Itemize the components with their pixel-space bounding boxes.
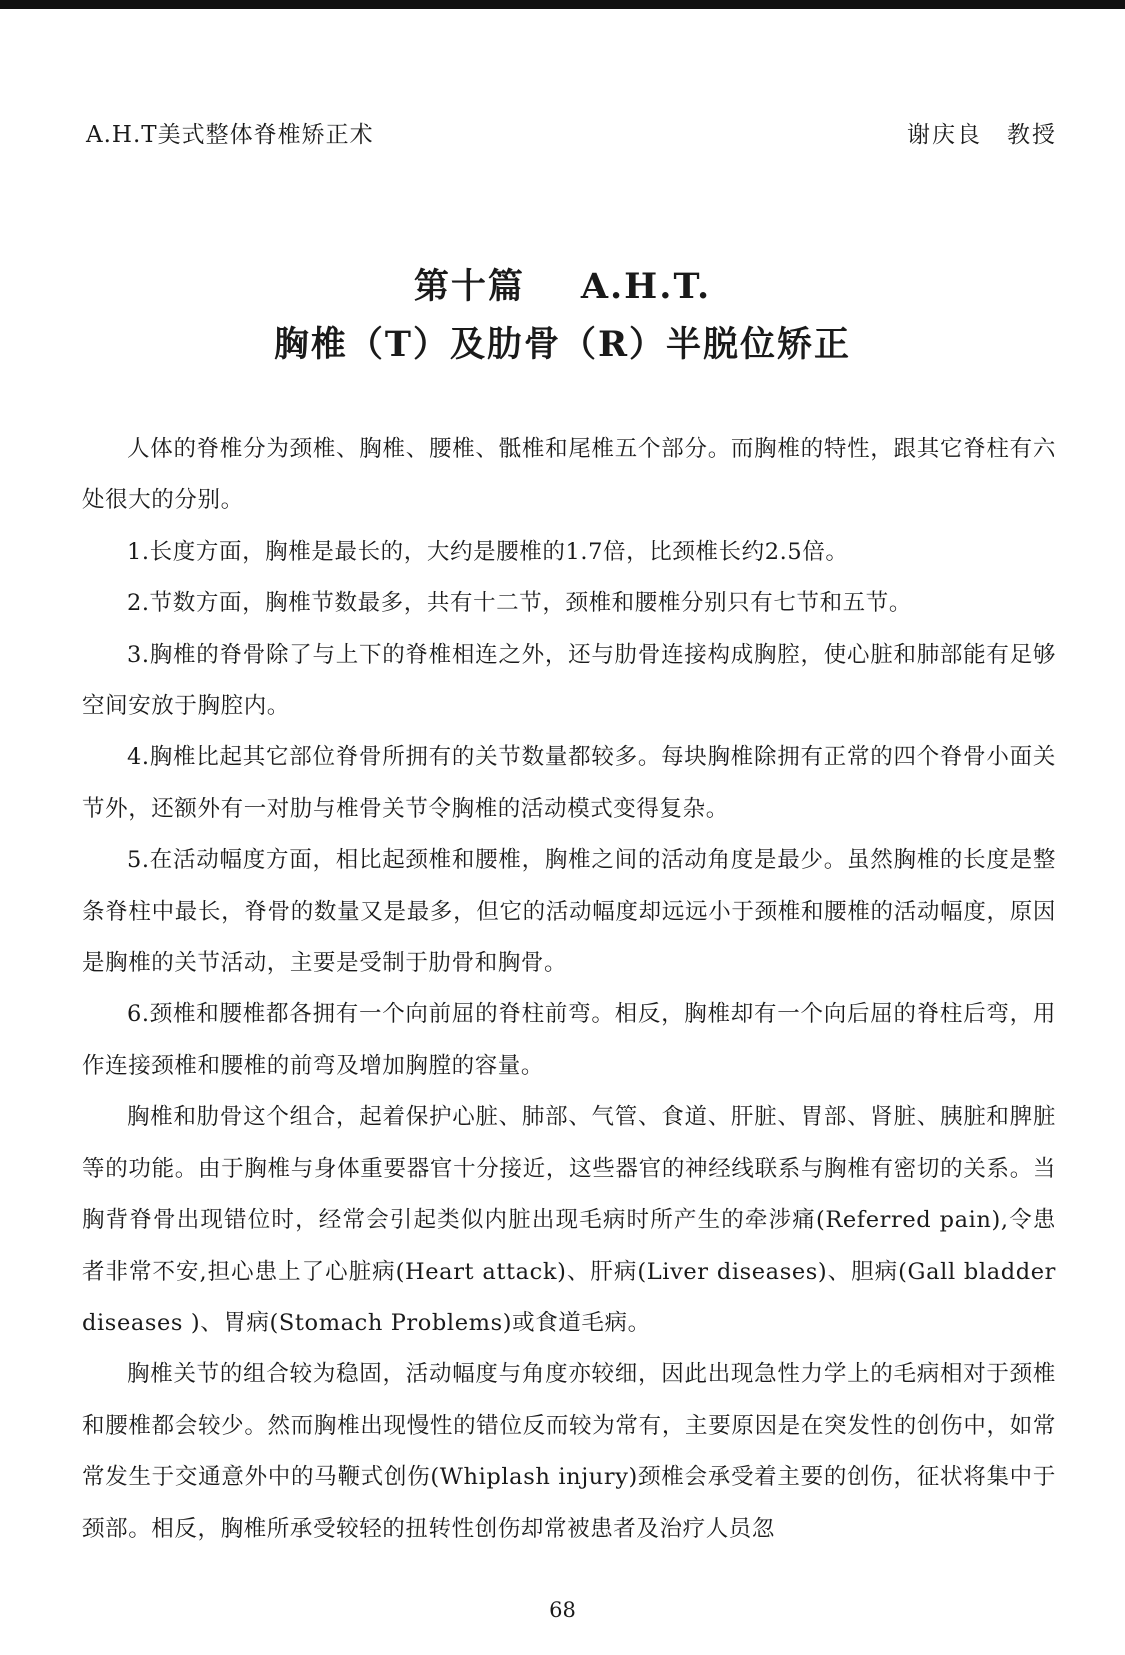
page-number: 68 <box>549 1598 576 1622</box>
book-title: A.H.T美式整体脊椎矫正术 <box>86 121 374 148</box>
body-text <box>82 424 1056 1555</box>
paragraph: 4.胸椎比起其它部位脊骨所拥有的关节数量都较多。每块胸椎除拥有正常的四个脊骨小面关节外，还额外有一对肋与椎骨关节令胸椎的活动模式变得复杂。 <box>82 744 1056 822</box>
author-name: 谢庆良 教授 <box>907 121 1057 148</box>
paragraph: 2.节数方面，胸椎节数最多，共有十二节，颈椎和腰椎分别只有七节和五节。 <box>127 590 912 617</box>
paragraph: 3.胸椎的脊骨除了与上下的脊椎相连之外，还与肋骨连接构成胸腔，使心脏和肺部能有足够空间安放于胸腔内。 <box>82 641 1056 720</box>
chapter-title-line-1 <box>0 262 1125 312</box>
chapter-title <box>0 262 1125 370</box>
scan-top-border <box>0 0 1125 9</box>
paragraph: 人体的脊椎分为颈椎、胸椎、腰椎、骶椎和尾椎五个部分。而胸椎的特性，跟其它脊柱有六处很大的分别。 <box>82 436 1056 514</box>
paragraph: 5.在活动幅度方面，相比起颈椎和腰椎，胸椎之间的活动角度是最少。虽然胸椎的长度是整条脊柱中最长，脊骨的数量又是最多，但它的活动幅度却远远小于颈椎和腰椎的活动幅度，原因是胸椎的关节活动，主要是受制于肋骨和胸骨。 <box>82 847 1056 977</box>
paragraph: 胸椎和肋骨这个组合，起着保护心脏、肺部、气管、食道、肝脏、胃部、肾脏、胰脏和脾脏等的功能。由于胸椎与身体重要器官十分接近，这些器官的神经线联系与胸椎有密切的关系。当胸背脊骨出现错位时，经常会引起类似内脏出现毛病时所产生的牵涉痛(Referred pain),令患者非常不安,担心患上了心脏病(Heart attack)、肝病(Liver diseases)、胆病(Gall bladder diseases )、胃病(Stomach Problems)或食道毛病。 <box>82 1104 1056 1336</box>
paragraph: 6.颈椎和腰椎都各拥有一个向前屈的脊柱前弯。相反，胸椎却有一个向后屈的脊柱后弯，用作连接颈椎和腰椎的前弯及增加胸膛的容量。 <box>82 1001 1056 1079</box>
paragraph: 1.长度方面，胸椎是最长的，大约是腰椎的1.7倍，比颈椎长约2.5倍。 <box>127 538 849 565</box>
chapter-number: 第十篇 <box>413 266 525 307</box>
paragraph: 胸椎关节的组合较为稳固，活动幅度与角度亦较细，因此出现急性力学上的毛病相对于颈椎和腰椎都会较少。然而胸椎出现慢性的错位反而较为常有，主要原因是在突发性的创伤中，如常常发生于交通意外中的马鞭式创伤(Whiplash injury)颈椎会承受着主要的创伤，征状将集中于颈部。相反，胸椎所承受较轻的扭转性创伤却常被患者及治疗人员忽 <box>82 1361 1056 1542</box>
chapter-method: A.H.T. <box>580 266 712 307</box>
running-header <box>86 114 1057 150</box>
chapter-title-line-2: 胸椎（T）及肋骨（R）半脱位矫正 <box>273 324 852 365</box>
